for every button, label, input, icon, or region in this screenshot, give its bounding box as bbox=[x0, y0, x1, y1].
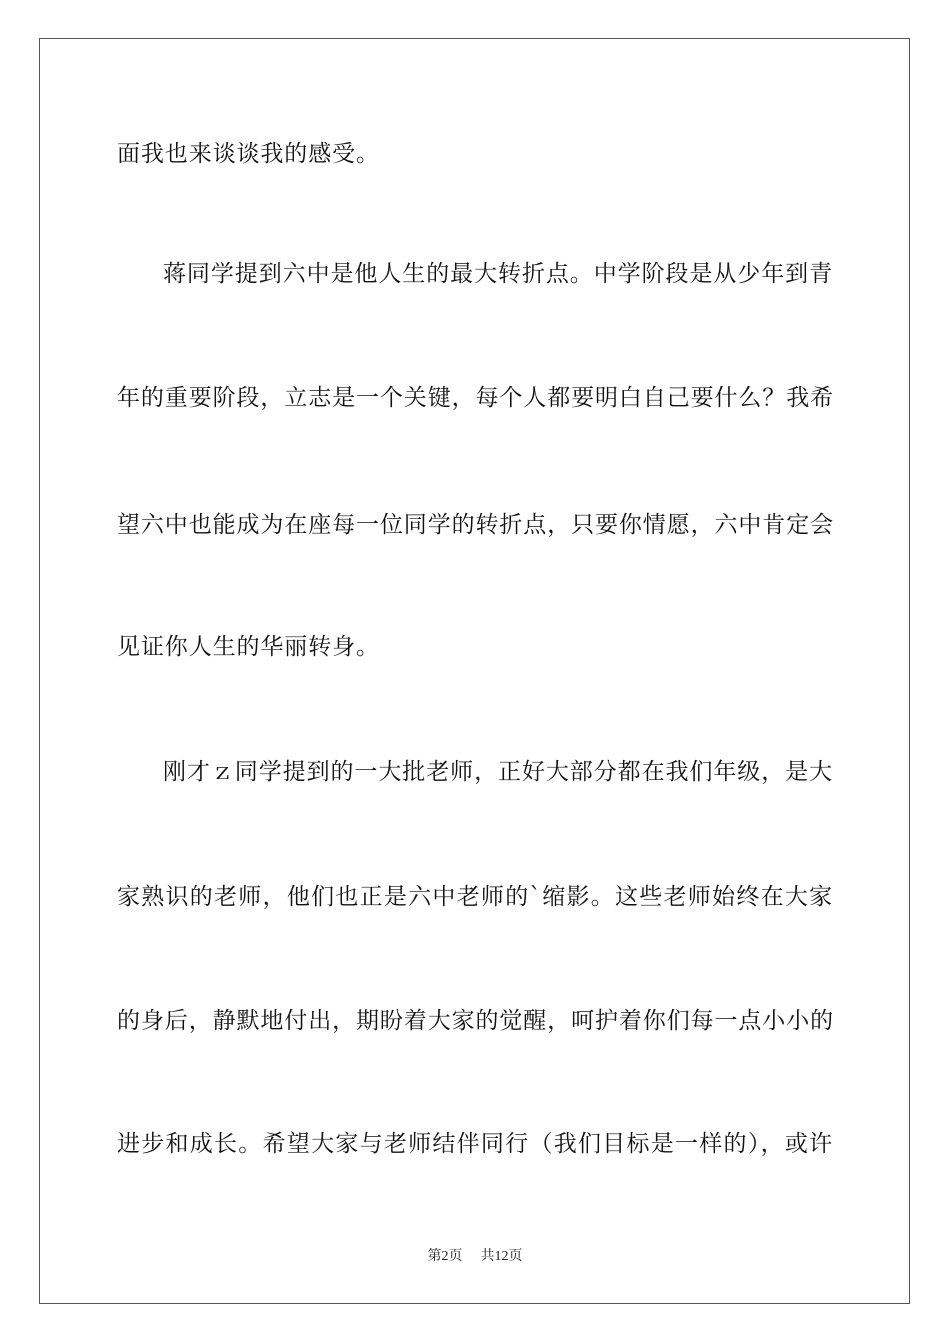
text-line-3: 年的重要阶段，立志是一个关键，每个人都要明白自己要什么？我希 bbox=[117, 385, 834, 411]
text-line-2: 蒋同学提到六中是他人生的最大转折点。中学阶段是从少年到青 bbox=[163, 261, 833, 287]
text-line-6: 刚才ｚ同学提到的一大批老师，正好大部分都在我们年级，是大 bbox=[163, 759, 833, 785]
page-footer bbox=[0, 1245, 950, 1265]
page-frame bbox=[39, 38, 910, 1304]
text-line-1: 面我也来谈谈我的感受。 bbox=[117, 141, 380, 167]
page-total: 共12页 bbox=[480, 1249, 523, 1264]
text-line-9: 进步和成长。希望大家与老师结伴同行（我们目标是一样的），或许 bbox=[117, 1131, 833, 1157]
text-line-5: 见证你人生的华丽转身。 bbox=[117, 634, 380, 660]
text-line-4: 望六中也能成为在座每一位同学的转折点，只要你情愿，六中肯定会 bbox=[117, 512, 834, 538]
text-line-8: 的身后，静默地付出，期盼着大家的觉醒，呵护着你们每一点小小的 bbox=[117, 1008, 834, 1034]
text-line-7: 家熟识的老师，他们也正是六中老师的`缩影。这些老师始终在大家 bbox=[117, 884, 833, 910]
page-number: 第2页 bbox=[427, 1249, 463, 1264]
